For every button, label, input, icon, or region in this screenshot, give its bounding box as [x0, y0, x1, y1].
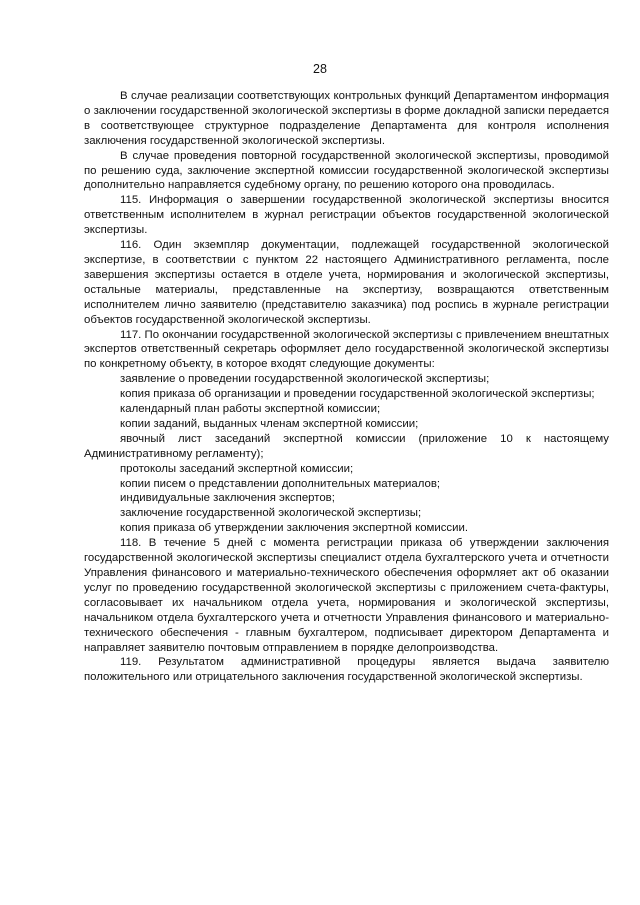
paragraph-119: 119. Результатом административной процедуры является выдача заявителю положительного или отрицательного заключения государственной экологической экспертизы. [84, 656, 609, 684]
paragraph-118: 118. В течение 5 дней с момента регистрации приказа об утверждении заключения государственной экологической экспертизы специалист отдела бухгалтерского учета и отчетности Управления финансового и материально-технического обеспечения оформляет акт об оказании услуг по проведению государственной экологической экспертизы с приложением счета-фактуры, согласовывает их начальником отдела учета, нормирования и экологической экспертизы, начальником отдела бухгалтерского учета и отчетности Управления финансового и материально-технического обеспечения - главным бухгалтером, подписывает директором Департамента и направляет заявителю почтовым отправлением в порядке делопроизводства. [84, 537, 609, 654]
list-item: заявление о проведении государственной экологической экспертизы; [120, 373, 490, 386]
paragraph-115: 115. Информация о завершении государственной экологической экспертизы вносится ответственным исполнителем в журнал регистрации объектов государственной экологической экспертизы. [84, 194, 609, 237]
list-item: заключение государственной экологической экспертизы; [120, 507, 422, 520]
paragraph-116: 116. Один экземпляр документации, подлежащей государственной экологической экспертизе, в соответствии с пунктом 22 настоящего Административного регламента, после завершения экспертизы остается в отделе учета, нормирования и экологической экспертизы, остальные материалы, представленные на экспертизу, возвращаются ответственным исполнителем лично заявителю (представителю заказчика) под роспись в журнале регистрации объектов государственной экологической экспертизы. [84, 239, 609, 326]
list-item: копия приказа об организации и проведении государственной экологической экспертизы; [120, 388, 595, 401]
list-item: протоколы заседаний экспертной комиссии; [120, 462, 354, 475]
list-item: копии заданий, выданных членам экспертной комиссии; [120, 417, 419, 430]
list-item: явочный лист заседаний экспертной комиссии (приложение 10 к настоящему Административному регламенту); [84, 432, 609, 460]
page-number: 28 [313, 62, 327, 76]
list-item: копия приказа об утверждении заключения экспертной комиссии. [120, 522, 469, 535]
list-item: календарный план работы экспертной комиссии; [120, 403, 381, 416]
paragraph-control-functions: В случае реализации соответствующих контрольных функций Департаментом информация о заключении государственной экологической экспертизы в форме докладной записки передается в соответствующее структурное подразделение Департамента для контроля исполнения заключения государственной экологической экспертизы. [84, 90, 609, 147]
paragraph-repeat-expertise: В случае проведения повторной государственной экологической экспертизы, проводимой по решению суда, заключение экспертной комиссии государственной экологической экспертизы дополнительно направляется судебному органу, по решению которого она проводилась. [84, 149, 609, 192]
list-item: копии писем о представлении дополнительных материалов; [120, 477, 441, 490]
list-item: индивидуальные заключения экспертов; [120, 492, 335, 505]
document-body [84, 89, 609, 685]
paragraph-117: 117. По окончании государственной экологической экспертизы с привлечением внештатных экспертов ответственный секретарь оформляет дело государственной экологической экспертизы по конкретному объекту, в которое входят следующие документы: [84, 328, 609, 371]
